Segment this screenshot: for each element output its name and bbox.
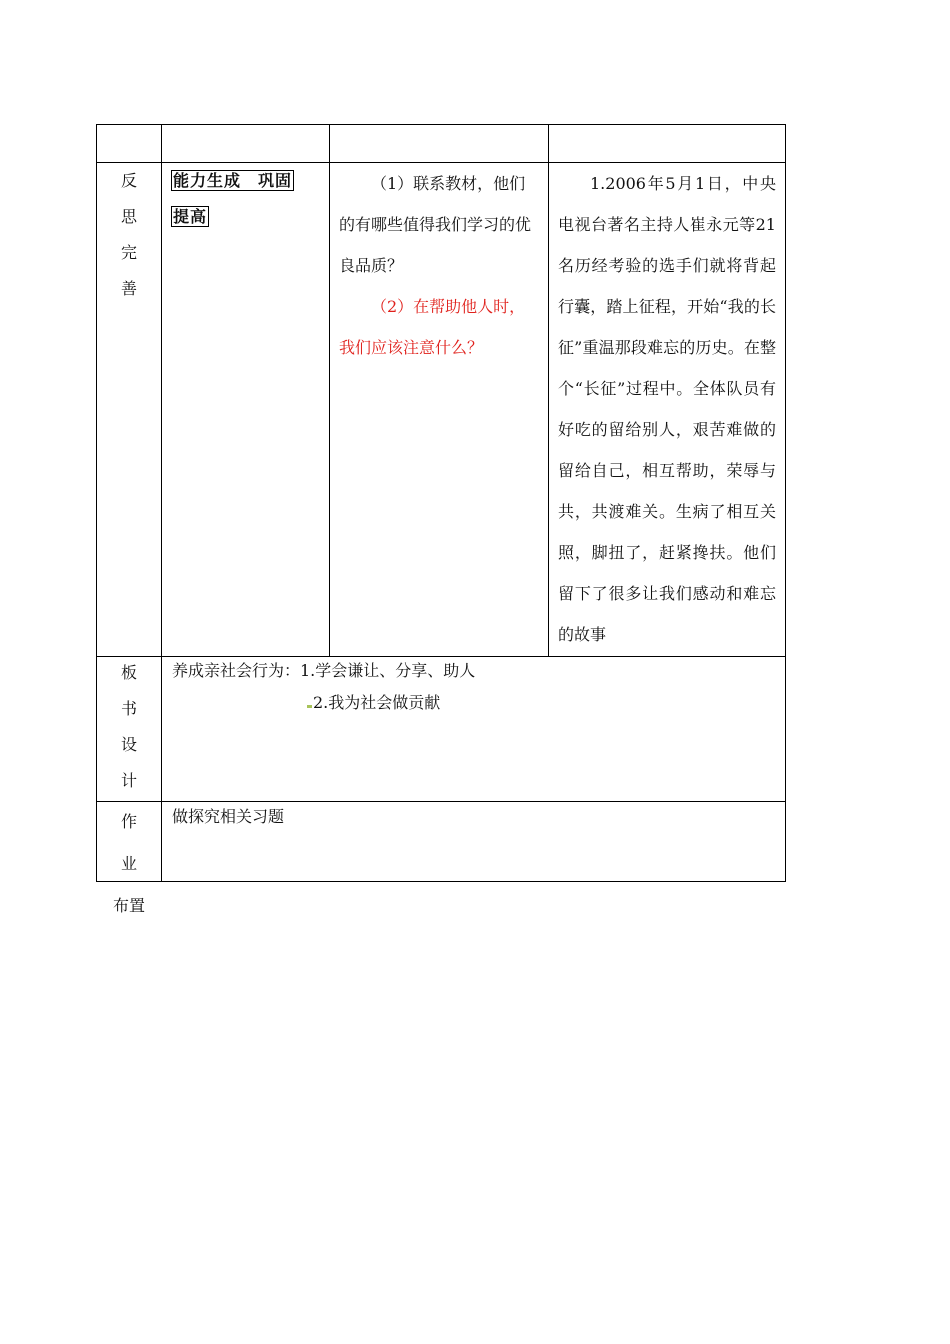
label-char: 计 — [120, 771, 137, 790]
board-line-2 — [172, 687, 475, 719]
label-char: 板 — [120, 663, 137, 682]
label-char: 善 — [120, 279, 137, 298]
column-divider — [329, 125, 330, 656]
question-cell — [339, 163, 541, 368]
question-2: （2）在帮助他人时，我们应该注意什么？ — [339, 297, 526, 357]
board-design — [172, 655, 475, 719]
homework-content: 做探究相关习题 — [172, 807, 285, 826]
homework-label-2: 布置 — [112, 896, 145, 915]
lesson-plan-table — [96, 124, 786, 915]
mark-icon — [307, 705, 312, 708]
column-divider — [548, 125, 549, 656]
column-divider — [161, 125, 162, 881]
row-label-homework — [97, 801, 161, 927]
row-label-reflect — [97, 163, 161, 307]
row-label-board — [97, 655, 161, 799]
section-title — [171, 163, 321, 235]
label-char: 完 — [120, 243, 137, 262]
board-line-2-text: 2.我为社会做贡献 — [313, 693, 441, 712]
label-char: 设 — [120, 735, 137, 754]
board-line-1: 养成亲社会行为：1.学会谦让、分享、助人 — [172, 661, 476, 680]
question-1: （1）联系教材，他们的有哪些值得我们学习的优良品质？ — [339, 174, 532, 275]
label-char: 书 — [120, 699, 137, 718]
label-char: 反 — [120, 171, 137, 190]
section-title-line-2: 提高 — [173, 207, 208, 226]
label-char: 思 — [120, 207, 137, 226]
homework-label-1: 作业 — [120, 812, 155, 873]
section-title-line-1: 能力生成 巩固 — [173, 171, 293, 190]
story-text: 1.2006年5月1日，中央电视台著名主持人崔永元等21名历经考验的选手们就将背起行囊，踏上征程，开始“我的长征”重温那段难忘的历史。在整个“长征”过程中。全体队员有好吃的留给别人，艰苦难做的留给自己，相互帮助，荣辱与共，共渡难关。生病了相互关照，脚扭了，赶紧搀扶。他们留下了很多让我们感动和难忘的故事 — [558, 174, 776, 644]
